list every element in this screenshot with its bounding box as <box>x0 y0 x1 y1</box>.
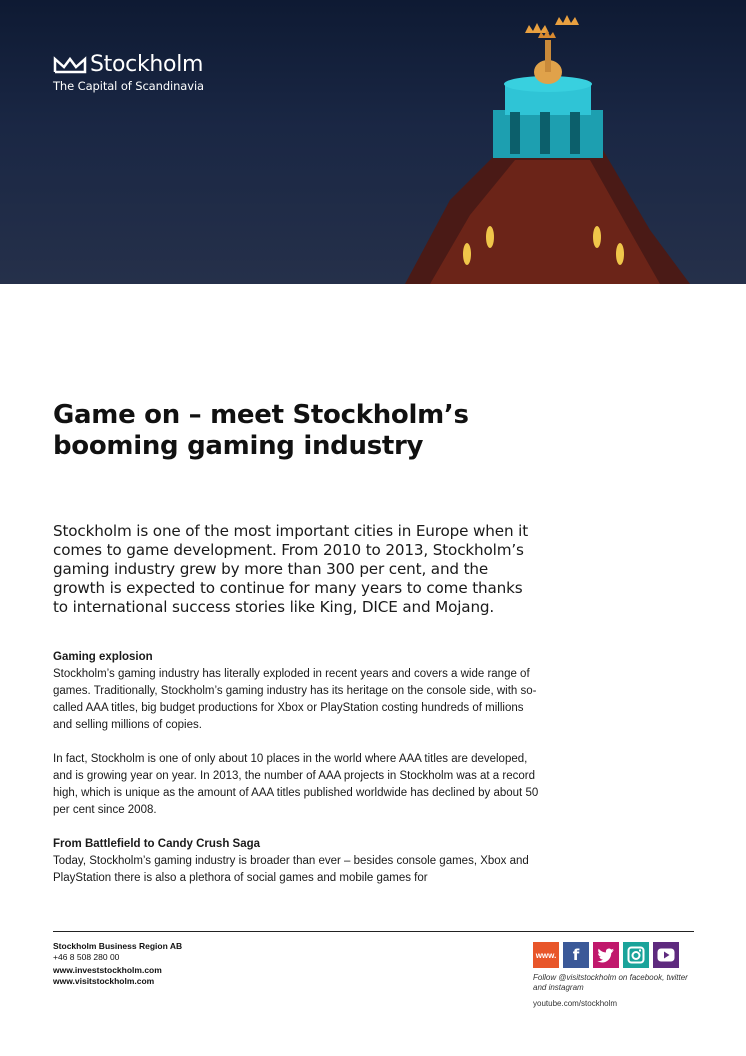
article-title <box>53 400 613 462</box>
body-paragraph: Stockholm’s gaming industry has literally exploded in recent years and covers a wide range of games. Traditionally, Stockholm’s gaming industry has its heritage on the console side, with so-called AAA titles, big budget productions for Xbox or PlayStation costing hundreds of millions and selling millions of copies. <box>53 668 537 731</box>
camera-icon <box>627 946 645 964</box>
social-icons <box>533 942 679 968</box>
youtube-icon[interactable] <box>653 942 679 968</box>
footer-contact <box>53 941 182 987</box>
visit-website-link[interactable]: www.visitstockholm.com <box>53 976 155 986</box>
stockholm-logo <box>53 52 204 93</box>
title-line-2: booming gaming industry <box>53 431 424 461</box>
phone-number: +46 8 508 280 00 <box>53 952 120 962</box>
twitter-icon[interactable] <box>593 942 619 968</box>
follow-text: Follow @visitstockholm on facebook, twitter and instagram <box>533 973 688 992</box>
header-banner <box>0 0 746 284</box>
twitter-bird-icon <box>597 948 615 963</box>
title-line-1: Game on – meet Stockholm’s <box>53 400 469 430</box>
city-hall-tower-image <box>0 0 746 284</box>
facebook-icon[interactable]: f <box>563 942 589 968</box>
body-paragraph: In fact, Stockholm is one of only about 10 places in the world where AAA titles are developed, and is growing year on year. In 2013, the number of AAA projects in Stockholm was at a record high, which is unique as the amount of AAA titles published worldwide has declined by about 50 per cent since 2008. <box>53 753 539 816</box>
crown-icon <box>53 56 87 74</box>
brand-tagline: The Capital of Scandinavia <box>53 79 204 93</box>
instagram-icon[interactable] <box>623 942 649 968</box>
brand-name: Stockholm <box>90 52 204 77</box>
youtube-link[interactable]: youtube.com/stockholm <box>533 999 618 1008</box>
footer-divider <box>53 931 694 932</box>
www-icon[interactable]: www. <box>533 942 559 968</box>
body-paragraph: Today, Stockholm’s gaming industry is broader than ever – besides console games, Xbox and PlayStation there is also a plethora of social games and mobile games for <box>53 855 529 884</box>
company-name: Stockholm Business Region AB <box>53 941 183 951</box>
article-body <box>53 649 543 887</box>
section-heading: Gaming explosion <box>53 651 153 663</box>
section-heading: From Battlefield to Candy Crush Saga <box>53 838 261 850</box>
play-icon <box>657 948 675 962</box>
invest-website-link[interactable]: www.investstockholm.com <box>53 965 162 975</box>
article-intro: Stockholm is one of the most important cities in Europe when it comes to game development. From 2010 to 2013, Stockholm’s gaming industry grew by more than 300 per cent, and the growth is expected to continue for many years to come thanks to international success stories like King, DICE and Mojang. <box>53 522 529 616</box>
